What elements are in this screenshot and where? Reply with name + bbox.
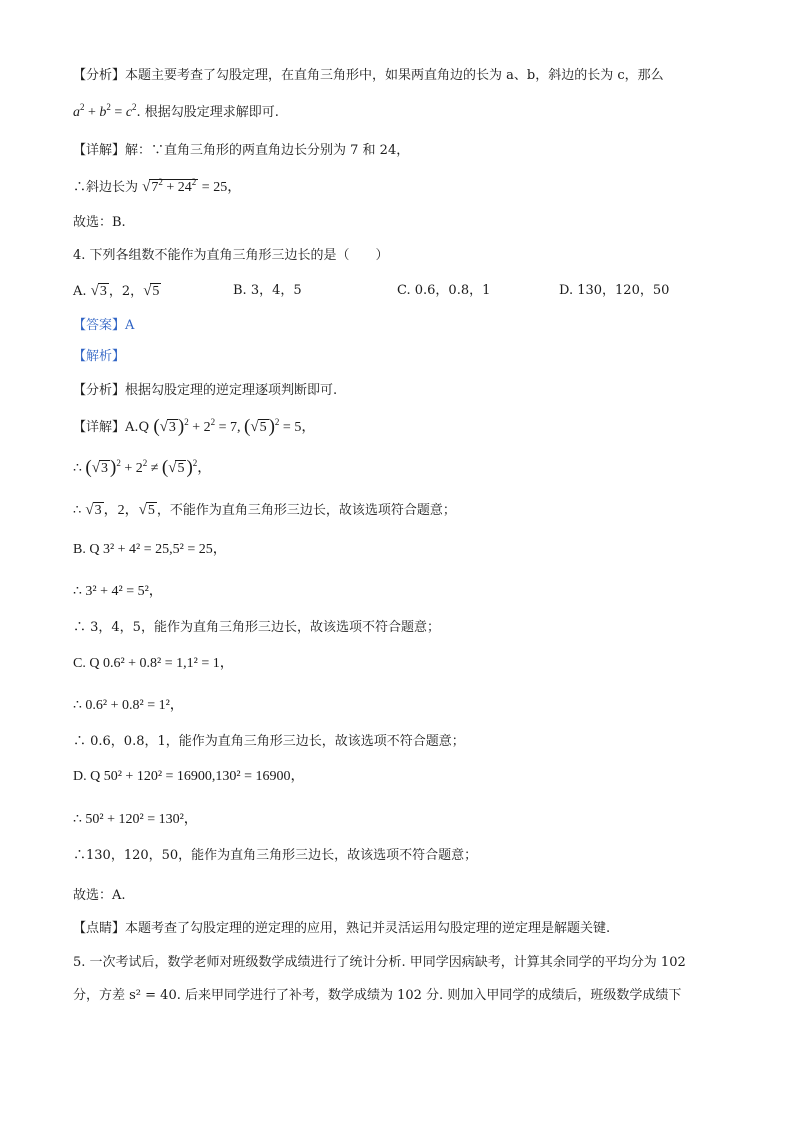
- option-a-tail: ，2，: [108, 284, 144, 299]
- detail-2-b-line3: ∴ 3，4，5，能作为直角三角形三边长，故该选项不符合题意；: [73, 620, 440, 635]
- analysis-1-tail: . 根据勾股定理求解即可.: [136, 105, 279, 120]
- detail-2-b-line2: ∴ 3² + 4² = 5²，: [73, 584, 163, 599]
- detail-2-d-line2: ∴ 50² + 120² = 130²，: [73, 812, 198, 827]
- detail-2-c-line3: ∴ 0.6，0.8，1，能作为直角三角形三边长，故该选项不符合题意；: [73, 734, 465, 749]
- detail-2-a-line1: 【详解】A.Q (√3 )$^2 + 2^2 = 7$, (√5 )$^2$ = 5，: [73, 416, 316, 437]
- answer-tag: 【答案】A: [73, 318, 135, 333]
- hypotenuse-calc-prefix: ∴斜边长为: [73, 180, 139, 195]
- detail-2-a-line2: ∴ (√3 )$^2 + 2^2 \ne (√5$ )$^2$，: [73, 457, 212, 478]
- option-a: A. √3 ，2，√5: [73, 283, 160, 299]
- detail-2-c-line1: C. Q 0.6² + 0.8² = 1,1² = 1，: [73, 656, 234, 671]
- jiexi-tag: 【解析】: [73, 349, 126, 364]
- pythagorean-equation: $a^2 + b^2 = c^2$. 根据勾股定理求解即可.: [73, 102, 279, 120]
- dianjing: 【点睛】本题考查了勾股定理的逆定理的应用，熟记并灵活运用勾股定理的逆定理是解题关键.: [73, 921, 611, 936]
- question-5-line1: 5. 一次考试后，数学老师对班级数学成绩进行了统计分析. 甲同学因病缺考，计算其余同学的平均分为 102: [73, 955, 686, 970]
- hypotenuse-calc: ∴斜边长为 $√7^2 + 24^2 = 25$，: [73, 177, 242, 195]
- choice-2: 故选：A.: [73, 888, 126, 903]
- option-d: D. 130，120，50: [559, 283, 670, 298]
- detail-2-c-line2: ∴ 0.6² + 0.8² = 1²，: [73, 698, 184, 713]
- option-b: B. 3，4，5: [233, 283, 302, 298]
- detail-2-prefix: 【详解】A.Q: [73, 420, 150, 435]
- question-4-stem: 4. 下列各组数不能作为直角三角形三边长的是（ ）: [73, 248, 389, 263]
- detail-2-a-line3: ∴ √3 ，2，√5 ，不能作为直角三角形三边长，故该选项符合题意；: [73, 502, 456, 518]
- detail-2-b-line1: B. Q 3² + 4² = 25,5² = 25，: [73, 542, 227, 557]
- choice-1: 故选：B.: [73, 215, 126, 230]
- a-line3-tail: ，不能作为直角三角形三边长，故该选项符合题意；: [156, 503, 456, 518]
- analysis-1: 【分析】本题主要考查了勾股定理，在直角三角形中，如果两直角边的长为 a、b，斜边的长为 c，那么: [73, 68, 664, 83]
- option-a-label: A.: [73, 284, 87, 299]
- option-c: C. 0.6，0.8，1: [397, 283, 491, 298]
- hypotenuse-calc-result: = 25，: [201, 180, 242, 195]
- analysis-2: 【分析】根据勾股定理的逆定理逐项判断即可.: [73, 383, 338, 398]
- question-5-line2: 分，方差 s² = 40. 后来甲同学进行了补考，数学成绩为 102 分. 则加入甲同学的成绩后，班级数学成绩下: [73, 988, 682, 1003]
- detail-2-d-line3: ∴130，120，50，能作为直角三角形三边长，故该选项不符合题意；: [73, 848, 478, 863]
- detail-1: 【详解】解：∵直角三角形的两直角边长分别为 7 和 24，: [73, 143, 410, 158]
- detail-2-d-line1: D. Q 50² + 120² = 16900,130² = 16900，: [73, 769, 305, 784]
